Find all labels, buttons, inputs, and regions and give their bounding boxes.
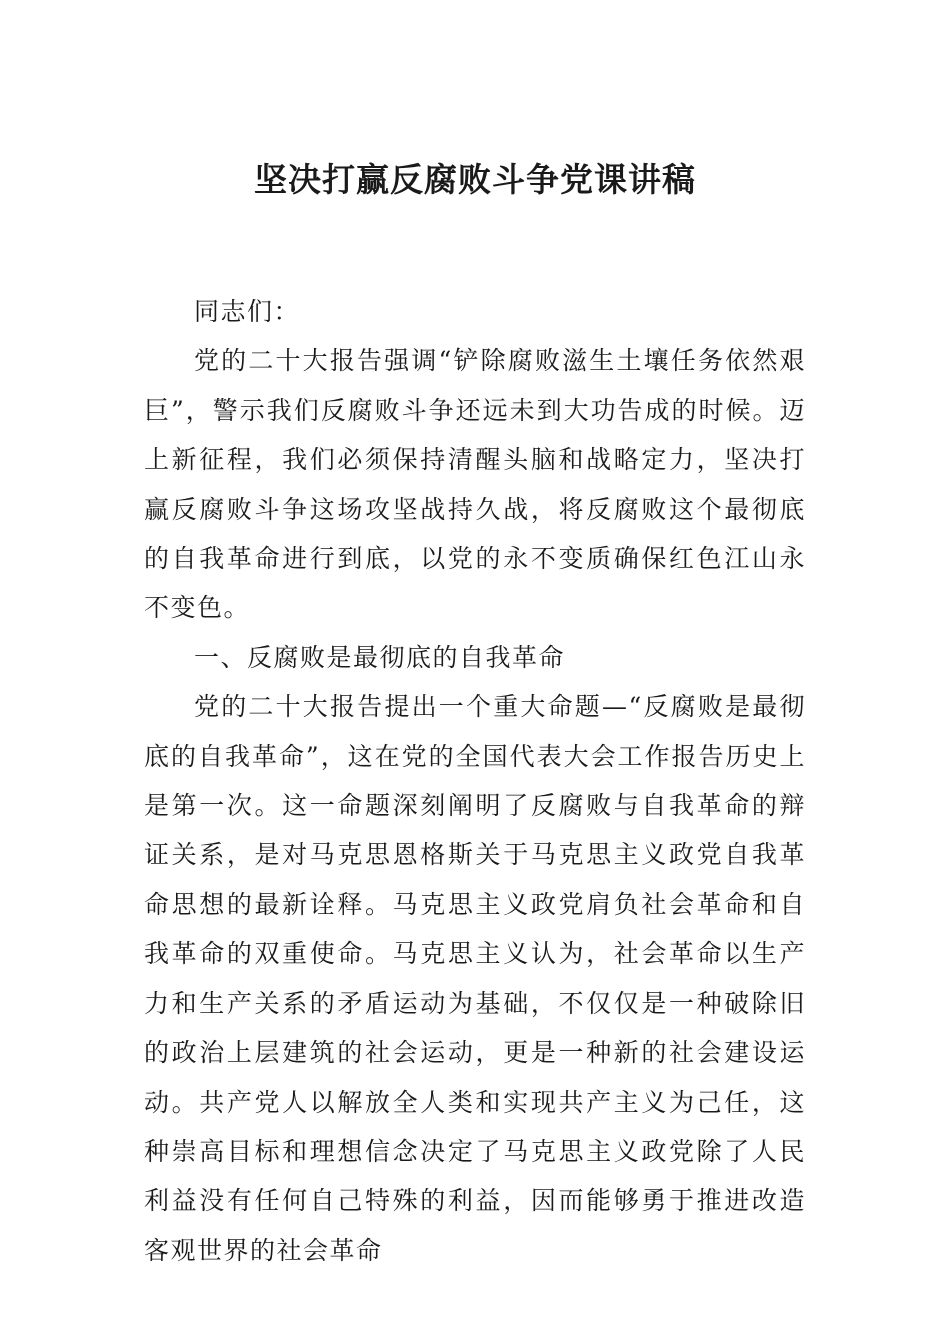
document-body [144,287,806,1275]
section-heading: 一、反腐败是最彻底的自我革命 [194,642,566,672]
salutation: 同志们： [194,297,301,326]
paragraph-intro: 党的二十大报告强调“铲除腐败滋生土壤任务依然艰巨”，警示我们反腐败斗争还远未到大功告成的时候。迈上新征程，我们必须保持清醒头脑和战略定力，坚决打赢反腐败斗争这场攻坚战持久战，将反腐败这个最彻底的自我革命进行到底，以党的永不变质确保红色江山永不变色。 [144,346,806,623]
page-title: 坚决打赢反腐败斗争党课讲稿 [254,160,696,199]
paragraph-section-1: 党的二十大报告提出一个重大命题—“反腐败是最彻底的自我革命”，这在党的全国代表大会工作报告历史上是第一次。这一命题深刻阐明了反腐败与自我革命的辩证关系，是对马克思恩格斯关于马克思主义政党自我革命思想的最新诠释。马克思主义政党肩负社会革命和自我革命的双重使命。马克思主义认为，社会革命以生产力和生产关系的矛盾运动为基础，不仅仅是一种破除旧的政治上层建筑的社会运动，更是一种新的社会建设运动。共产党人以解放全人类和实现共产主义为己任，这种崇高目标和理想信念决定了马克思主义政党除了人民利益没有任何自己特殊的利益，因而能够勇于推进改造客观世界的社会革命 [144,692,806,1265]
